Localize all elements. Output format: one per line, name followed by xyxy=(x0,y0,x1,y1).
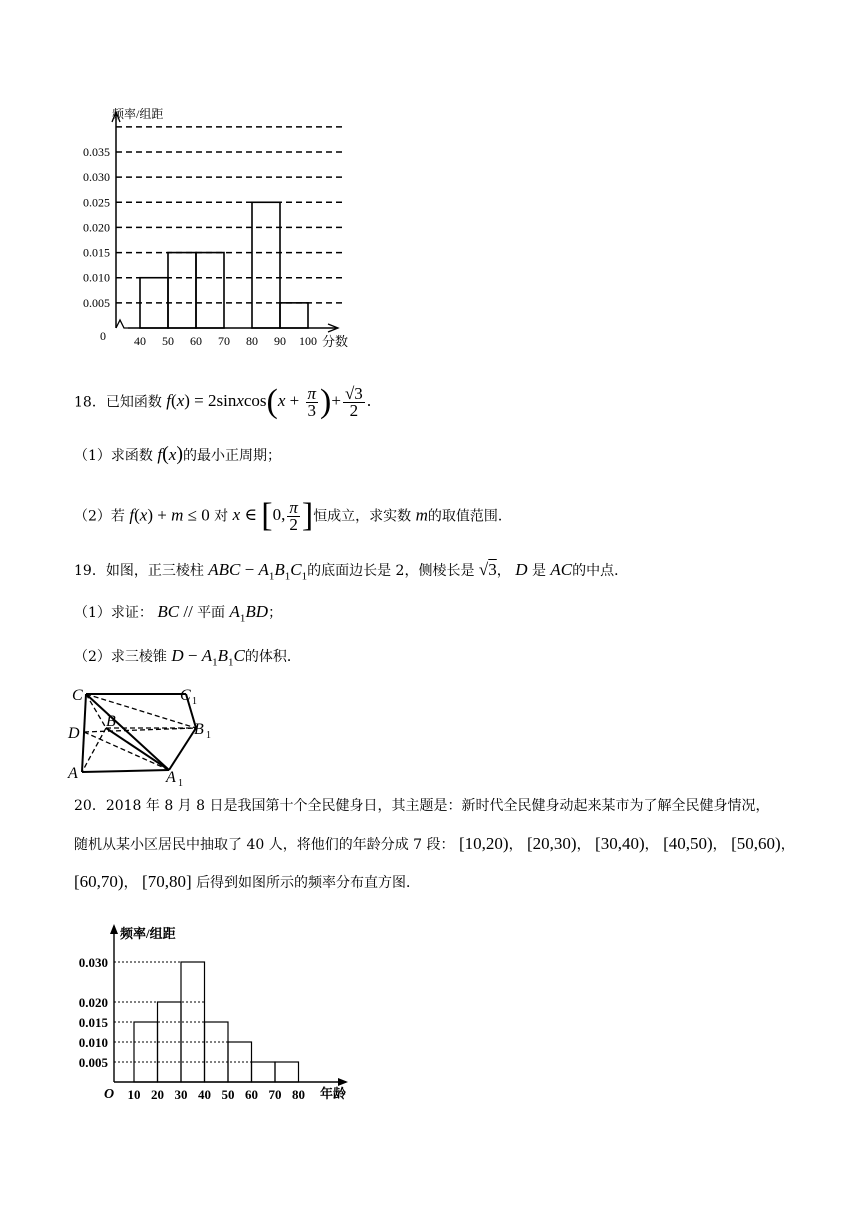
chart1-ytick-label: 0.035 xyxy=(83,145,110,159)
q19-part1-bc-parallel: BC // xyxy=(157,602,198,621)
chart1-ytick-label: 0.030 xyxy=(83,170,110,185)
chart1-origin: 0 xyxy=(100,329,106,343)
chart2-ytick-label: 0.005 xyxy=(78,1055,108,1070)
q19-part2-pyramid: $D - A_1B_1C$ xyxy=(171,646,245,669)
chart1-xtick-label: 90 xyxy=(274,334,286,348)
chart2-origin: O xyxy=(104,1087,115,1102)
q19-part2-end: 的体积． xyxy=(244,649,301,665)
chart2-xtick-label: 20 xyxy=(151,1087,164,1102)
chart2-xtick-label: 80 xyxy=(292,1087,305,1102)
chart1-xtick-label: 40 xyxy=(134,334,146,348)
q20-interval-1: [10,20) xyxy=(458,834,509,853)
chart1-ytick-label: 0.020 xyxy=(83,220,110,235)
chart2-xlabel: 年龄 xyxy=(320,1086,347,1101)
q18-part2-inequality: f(x) + m ≤ 0 xyxy=(129,505,210,525)
label-B1: B xyxy=(194,721,204,738)
q18-part1-fx: f(x) xyxy=(157,443,183,465)
q20-number: 20． xyxy=(74,798,106,814)
q18-part2 xyxy=(74,497,512,535)
chart1-xlabel: 分数 xyxy=(322,334,349,349)
chart1-xtick-label: 100 xyxy=(299,334,317,348)
prism-diagram xyxy=(64,682,224,786)
q18-part1-suffix: 的最小正周期； xyxy=(183,448,281,464)
chart2-ylabel: 频率/组距 xyxy=(120,926,176,941)
q19-prism-name: ABC − $A_1B_1C_1$ xyxy=(208,560,308,583)
label-C1-sub: 1 xyxy=(192,696,197,707)
chart1-ytick-label: 0.015 xyxy=(83,245,110,260)
label-D: D xyxy=(68,725,80,742)
q18-part2-m: m xyxy=(415,505,428,525)
chart1-xtick-label: 80 xyxy=(246,334,258,348)
chart2-ytick-label: 0.030 xyxy=(78,955,108,970)
q18-part2-end: 的取值范围． xyxy=(427,508,512,525)
label-A1: A xyxy=(166,769,176,786)
chart2-bar xyxy=(181,962,205,1082)
q18-part2-suffix: 恒成立，求实数 xyxy=(313,508,412,525)
chart2-ytick-label: 0.015 xyxy=(78,1015,108,1030)
chart2-xtick-label: 60 xyxy=(245,1087,258,1102)
q20-interval-3: [30,40) xyxy=(595,834,645,853)
chart1-ytick-label: 0.010 xyxy=(83,270,110,285)
q18-part2-domain: x ∈ [0, $\frac{\pi}{2}$ ] xyxy=(232,497,314,535)
chart1-bar xyxy=(140,278,168,328)
score-histogram xyxy=(60,100,370,360)
q19-number: 19． xyxy=(74,563,106,579)
chart2-xtick-label: 50 xyxy=(221,1087,235,1102)
chart2-bar xyxy=(158,1002,182,1082)
q19-part1-prefix: （1）求证： xyxy=(74,605,153,621)
chart1-bar xyxy=(168,253,196,328)
q20-text-line1: 2018 年 8 月 8 日是我国第十个全民健身日，其主题是：新时代全民健身动起来某市为了解全民健身情况， xyxy=(105,798,770,814)
q20-interval-2: [20,30) xyxy=(527,834,577,853)
q18-stem xyxy=(74,383,372,421)
q18-part2-prefix: （2）若 xyxy=(74,508,125,525)
label-C1: C xyxy=(180,687,191,704)
q20-line2: 随机从某小区居民中抽取了 40 人，将他们的年龄分成 7 段： [10,20)， [20,30)， [30,40)， [40,50)， [50,60)， xyxy=(74,834,795,853)
q18-function-formula: f(x) = 2sinxcos(x + $\frac{\pi}{3}$ )+ $\frac{√3}{2}$ . xyxy=(166,383,372,421)
chart2-bar xyxy=(275,1062,299,1082)
q19-sqrt3: √3 xyxy=(478,560,497,579)
chart2-xtick-label: 10 xyxy=(127,1087,141,1102)
q18-part1 xyxy=(74,444,281,466)
q19-intro-e: 的中点． xyxy=(572,563,629,579)
q20-interval-5: [50,60) xyxy=(731,834,781,853)
age-histogram xyxy=(70,918,370,1108)
q19-part1-mid: 平面 xyxy=(197,605,226,621)
chart1-bar xyxy=(280,303,308,328)
q18-intro: 已知函数 xyxy=(105,394,162,411)
chart1-bar xyxy=(196,253,224,328)
label-A1-sub: 1 xyxy=(178,778,183,786)
q18-part2-mid: 对 xyxy=(214,508,229,525)
q19-part2-prefix: （2）求三棱锥 xyxy=(74,649,167,665)
q20-interval-7: [70,80] xyxy=(142,872,192,891)
q19-intro-b: 的底面边长是 2，侧棱长是 xyxy=(307,563,475,579)
chart1-bar xyxy=(252,202,280,328)
q19-part1-plane: $A_1BD$ xyxy=(229,602,269,625)
chart1-ytick-label: 0.025 xyxy=(83,195,110,210)
chart2-xtick-label: 40 xyxy=(198,1087,211,1102)
label-B1-sub: 1 xyxy=(206,730,211,741)
q20-line3: [60,70)， [70,80] 后得到如图所示的频率分布直方图． xyxy=(74,872,421,891)
chart1-ylabel: 频率/组距 xyxy=(112,107,164,121)
chart1-xtick-label: 50 xyxy=(162,334,174,348)
q18-number: 18． xyxy=(74,394,106,411)
q19-part1-end: ； xyxy=(268,605,283,621)
q19-intro-a: 如图，正三棱柱 xyxy=(105,563,204,579)
chart1-axis-break xyxy=(116,320,128,328)
chart2-xtick-label: 70 xyxy=(268,1087,282,1102)
chart2-ytick-label: 0.020 xyxy=(78,995,108,1010)
q19-part1 xyxy=(74,602,282,628)
chart2-x-arrow xyxy=(338,1078,348,1086)
chart2-xtick-label: 30 xyxy=(174,1087,188,1102)
q18-part1-prefix: （1）求函数 xyxy=(74,448,153,464)
chart1-ytick-label: 0.005 xyxy=(83,295,110,310)
chart2-bar xyxy=(134,1022,158,1082)
q19-stem xyxy=(74,560,628,586)
q19-AC: AC xyxy=(550,560,573,579)
chart1-xtick-label: 60 xyxy=(190,334,202,348)
label-A: A xyxy=(68,765,78,782)
q20-line1 xyxy=(74,796,770,816)
q20-interval-6: [60,70) xyxy=(74,872,124,891)
q20-text-line3: 后得到如图所示的频率分布直方图． xyxy=(196,875,421,891)
q19-intro-c: ， xyxy=(496,563,511,579)
q20-interval-4: [40,50) xyxy=(663,834,713,853)
chart2-ytick-label: 0.010 xyxy=(78,1035,108,1050)
q19-D: D xyxy=(515,560,528,579)
chart1-xtick-label: 70 xyxy=(218,334,230,348)
label-B: B xyxy=(106,713,116,730)
q19-part2 xyxy=(74,646,301,672)
label-C: C xyxy=(72,687,83,704)
chart2-bar xyxy=(205,1022,229,1082)
q20-text-line2: 随机从某小区居民中抽取了 40 人，将他们的年龄分成 7 段： xyxy=(74,837,455,853)
q19-intro-d: 是 xyxy=(531,563,546,579)
chart2-y-arrow xyxy=(110,924,118,934)
chart2-bar xyxy=(252,1062,276,1082)
